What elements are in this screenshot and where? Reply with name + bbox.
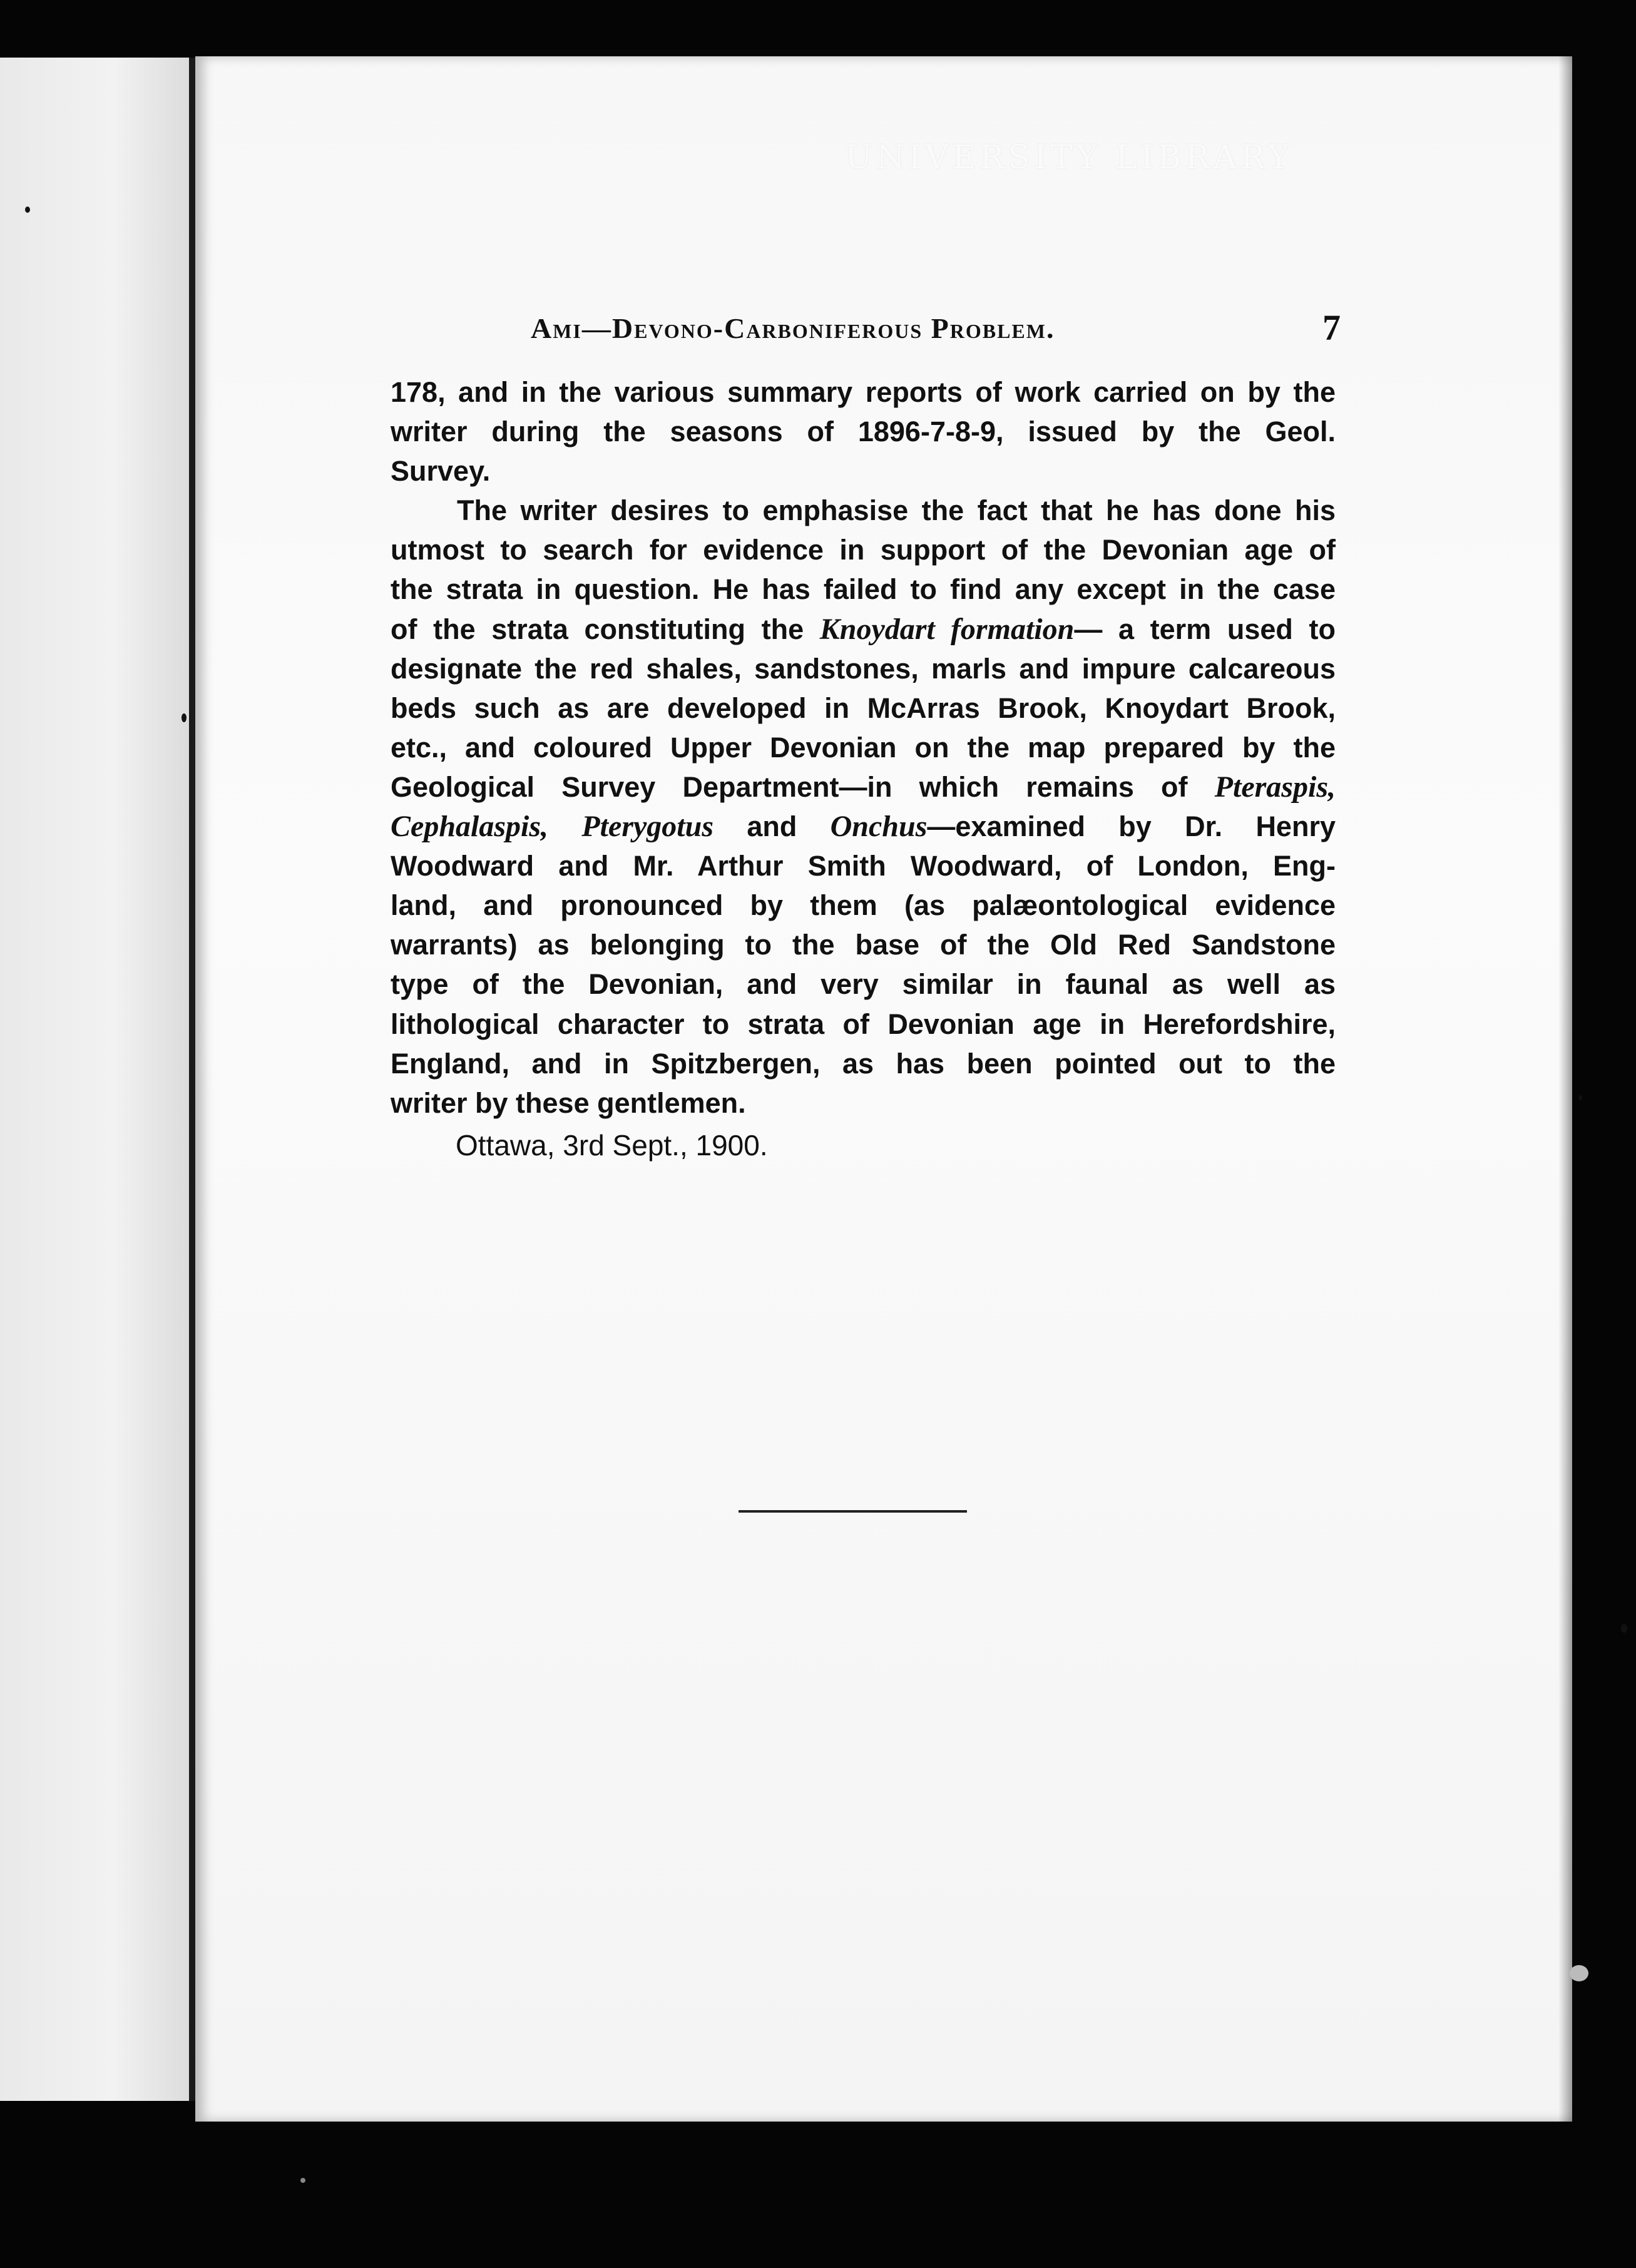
italic-term: Pterygotus (581, 810, 714, 844)
text-line: writer during the seasons of 1896-7-8-9, issued by the Geol. (391, 416, 1336, 448)
text-line: Survey. (391, 455, 491, 488)
text-segment: of the strata constituting the (391, 613, 820, 645)
body-text (391, 372, 1336, 1123)
scan-speck (1570, 1965, 1588, 1981)
text-line (391, 767, 1336, 807)
dateline: Ottawa, 3rd Sept., 1900. (456, 1129, 768, 1162)
scan-speck (1578, 1095, 1582, 1100)
text-line: England, and in Spitzbergen, as has been pointed out to the (391, 1047, 1336, 1080)
facing-page-edge (0, 58, 189, 2101)
text-line: utmost to search for evidence in support of the Devonian age of (391, 534, 1336, 566)
italic-term: Knoydart formation (819, 612, 1075, 646)
text-line: warrants) as belonging to the base of the Old Red Sandstone (391, 929, 1336, 961)
library-stamp: UNIVERSITY LIBRARY (845, 139, 1294, 176)
text-line: type of the Devonian, and very similar in faunal as well as (391, 968, 1336, 1001)
scan-speck (300, 2178, 305, 2183)
text-line: Woodward and Mr. Arthur Smith Woodward, of London, Eng- (391, 850, 1336, 882)
text-line: designate the red shales, sandstones, marls and impure calcareous (391, 652, 1336, 685)
running-head (393, 304, 1341, 354)
text-line: The writer desires to emphasise the fact that he has done his (457, 494, 1336, 527)
text-segment: and (713, 810, 831, 843)
text-segment: —examined by Dr. Henry (927, 810, 1336, 843)
text-line (391, 807, 1336, 846)
text-line: the strata in question. He has failed to find any except in the case (391, 573, 1336, 606)
closing-rule (739, 1510, 967, 1513)
text-line: etc., and coloured Upper Devonian on the map prepared by the (391, 731, 1336, 764)
text-line: beds such as are developed in McArras Brook, Knoydart Brook, (391, 692, 1336, 724)
text-segment: Geological Survey Department—in which remains of (391, 770, 1215, 803)
text-line: lithological character to strata of Devonian age in Herefordshire, (391, 1008, 1336, 1040)
page-edge-shadow (1558, 56, 1572, 2122)
text-line (391, 610, 1336, 649)
text-segment: — a term used to (1074, 613, 1336, 645)
text-line: 178, and in the various summary reports of work carried on by the (391, 376, 1336, 408)
scan-speck (1621, 1624, 1627, 1633)
page-number: 7 (1322, 307, 1341, 348)
text-line: writer by these gentlemen. (391, 1086, 746, 1119)
scan-speck (181, 713, 187, 722)
text-line: land, and pronounced by them (as palæontological evidence (391, 889, 1336, 922)
italic-term: Pteraspis, (1214, 770, 1336, 804)
italic-term: Onchus (830, 810, 928, 844)
running-head-title: Ami—Devono-Carboniferous Problem. (531, 312, 1055, 344)
scan-speck (25, 207, 30, 213)
page-gutter (189, 58, 195, 2101)
italic-term: Cephalaspis, (391, 810, 549, 844)
